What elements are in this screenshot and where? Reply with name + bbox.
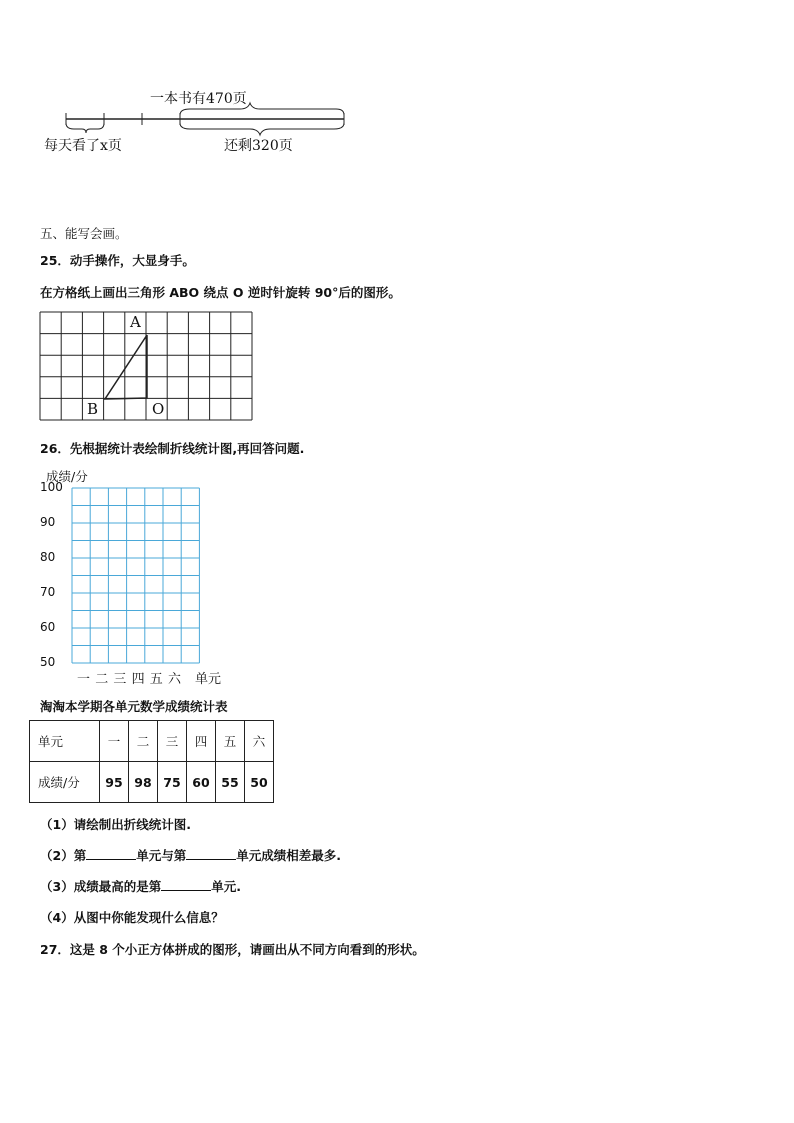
table-row (30, 721, 274, 762)
table-cell: 二 (129, 721, 158, 762)
section-title: 五、能写会画。 (40, 226, 128, 241)
total-label: 一本书有470页 (150, 91, 247, 107)
table-cell: 五 (216, 721, 245, 762)
y-tick-label: 70 (40, 585, 56, 599)
y-tick-label: 90 (40, 515, 56, 529)
x-tick-label: 一 (77, 672, 91, 687)
table-cell: 四 (187, 721, 216, 762)
x-tick-label: 二 (95, 672, 109, 687)
sub-question-3 (40, 877, 241, 895)
blank-line-chart-grid (72, 488, 202, 666)
sub2-text-c: 单元成绩相差最多. (236, 848, 341, 863)
table-cell: 95 (100, 762, 129, 803)
x-tick-label: 六 (168, 672, 182, 687)
table-cell: 一 (100, 721, 129, 762)
sub-question-2 (40, 846, 341, 864)
table-cell: 75 (158, 762, 187, 803)
q27-title: 27．这是 8 个小正方体拼成的图形，请画出从不同方向看到的形状。 (40, 942, 425, 957)
sub3-text-b: 单元. (211, 879, 241, 894)
y-tick-label: 100 (40, 480, 63, 494)
point-o-label: O (152, 400, 165, 418)
table-cell: 三 (158, 721, 187, 762)
answer-blank[interactable] (161, 879, 211, 891)
answer-blank[interactable] (86, 848, 136, 860)
x-tick-label: 四 (131, 672, 145, 687)
q25-instruction: 在方格纸上画出三角形 ABO 绕点 O 逆时针旋转 90°后的图形。 (40, 285, 401, 300)
table-title: 淘淘本学期各单元数学成绩统计表 (40, 699, 228, 714)
x-unit-label: 单元 (195, 672, 222, 687)
sub2-text-a: （2）第 (40, 848, 87, 863)
y-tick-label: 60 (40, 620, 56, 634)
point-b-label: B (87, 400, 99, 418)
sub-question-4: （4）从图中你能发现什么信息？ (40, 910, 224, 925)
y-tick-label: 50 (40, 655, 56, 669)
table-header-score: 成绩/分 (30, 762, 100, 803)
sub-question-1: （1）请绘制出折线统计图. (40, 817, 191, 832)
score-table (29, 720, 274, 803)
remaining-label: 还剩320页 (224, 138, 293, 154)
table-cell: 50 (245, 762, 274, 803)
table-cell: 98 (129, 762, 158, 803)
chart-y-label: 成绩/分 (46, 469, 88, 484)
x-tick-label: 五 (149, 672, 163, 687)
q26-title: 26．先根据统计表绘制折线统计图,再回答问题. (40, 441, 305, 456)
triangle-abo (105, 335, 147, 399)
table-row (30, 762, 274, 803)
x-tick-label: 三 (113, 672, 127, 687)
sub2-text-b: 单元与第 (136, 848, 187, 863)
answer-blank[interactable] (186, 848, 236, 860)
sub3-text-a: （3）成绩最高的是第 (40, 879, 162, 894)
point-a-label: A (130, 313, 141, 331)
q25-title: 25．动手操作，大显身手。 (40, 253, 195, 268)
table-cell: 55 (216, 762, 245, 803)
table-cell: 60 (187, 762, 216, 803)
segment-diagram (40, 85, 360, 160)
part-label: 每天看了x页 (44, 138, 122, 154)
table-cell: 六 (245, 721, 274, 762)
table-header-unit: 单元 (30, 721, 100, 762)
y-tick-label: 80 (40, 550, 56, 564)
rotation-grid (40, 312, 255, 422)
